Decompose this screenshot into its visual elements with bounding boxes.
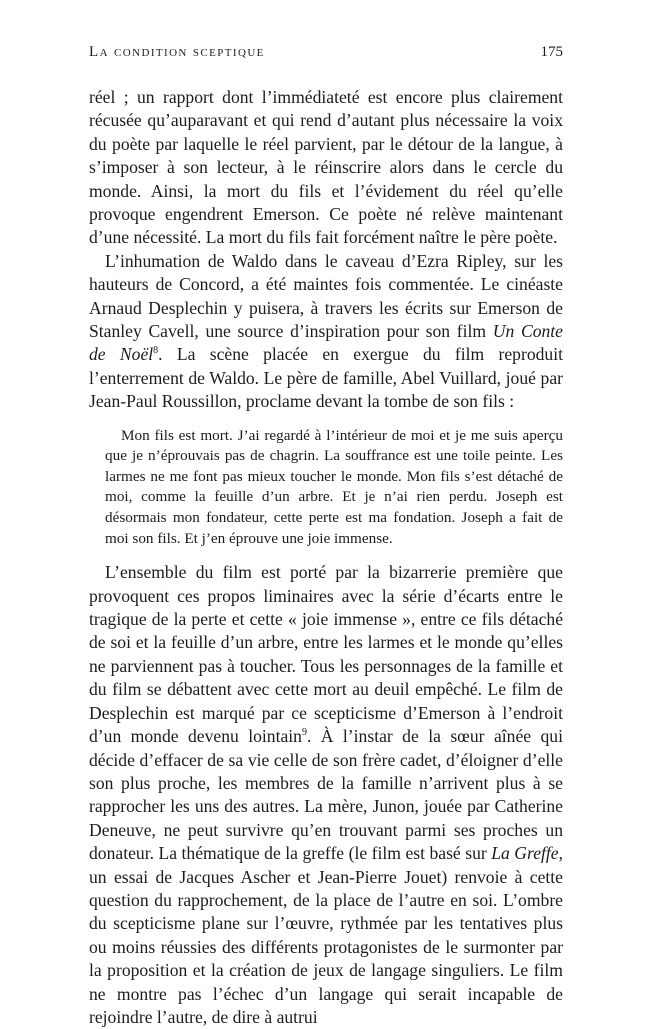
- running-title: La condition sceptique: [89, 44, 265, 60]
- footnote-ref-8[interactable]: 8: [153, 345, 159, 357]
- book-title: La Greffe: [491, 843, 559, 864]
- running-header: [89, 0, 563, 66]
- film-title: Un Conte de Noël: [89, 321, 563, 365]
- paragraph-2: [89, 250, 563, 414]
- paragraph-2-text-a: L’inhumation de Waldo dans le caveau d’Ezra Ripley, sur les hauteurs de Concord, a été maintes fois commentée. Le cinéaste Arnaud Desplechin y puisera, à travers les écrits sur Emerson de Stanley Cavell, une source d’inspiration pour son film: [89, 250, 563, 342]
- quote-text: Mon fils est mort. J’ai regardé à l’intérieur de moi et je me suis aperçu que je n’éprouvais pas de chagrin. La souffrance est une toile peinte. Les larmes ne me font pas mieux toucher le monde. Mon fils s’est détaché de moi, comme la feuille d’un arbre. Et je n’ai rien perdu. Joseph est désormais mon fondateur, cette perte est ma fondation. Joseph a fait de moi son fils. Et j’en éprouve une joie immense.: [105, 426, 563, 547]
- paragraph-3-text-a: L’ensemble du film est porté par la bizarrerie première que provoquent ces propos liminaires avec la série d’écarts entre le tragique de la perte et cette « joie immense », entre ce fils détaché de soi et la feuille d’un arbre, entre les larmes et le monde qu’elles ne parviennent pas à toucher. Tous les personnages de la famille et du film se débattent avec cette mort au deuil empêché. Le film de Desplechin est marqué par ce scepticisme d’Emerson à l’endroit d’un monde devenu lointain: [89, 562, 563, 747]
- paragraph-3-text-b: . À l’instar de la sœur aînée qui décide d’effacer de sa vie celle de son frère cadet, d’éloigner d’elle son plus proche, les membres de la famille n’arrivent plus à se rapprocher les uns des autres. La mère, Junon, jouée par Catherine Deneuve, ne peut survivre qu’en trouvant parmi ses proches un donateur. La thématique de la greffe (le film est basé sur: [89, 726, 563, 864]
- page-body: [89, 86, 563, 1029]
- block-quote: [105, 426, 563, 550]
- paragraph-1: réel ; un rapport dont l’immédiateté est encore plus clairement récusée qu’auparavant et qui rend d’autant plus nécessaire la voix du poète par laquelle le réel parvient, par le détour de la langue, à s’imposer à son lecteur, à le réinscrire alors dans le cercle du monde. Ainsi, la mort du fils et l’évidement du réel qu’elle provoque engendrent Emerson. Ce poète né relève maintenant d’une nécessité. La mort du fils fait forcément naître le père poète.: [89, 87, 563, 248]
- paragraph-2-text-b: . La scène placée en exergue du film reproduit l’enterrement de Waldo. Le père de famille, Abel Vuillard, joué par Jean-Paul Roussillon, proclame devant la tombe de son fils :: [89, 344, 563, 412]
- paragraph-3: [89, 561, 563, 1029]
- paragraph-3-text-c: , un essai de Jacques Ascher et Jean-Pierre Jouet) renvoie à cette question du rapprochement, de la place de l’autre en soi. L’ombre du scepticisme plane sur l’œuvre, rythmée par les tentatives plus ou moins réussies des différents protagonistes de le surmonter par la proposition et la création de jeux de langage singuliers. Le film ne montre pas l’échec d’un langage qui serait incapable de rejoindre l’autre, de dire à autrui: [89, 843, 564, 1027]
- footnote-ref-9[interactable]: 9: [301, 727, 307, 739]
- page-number: 175: [540, 44, 563, 60]
